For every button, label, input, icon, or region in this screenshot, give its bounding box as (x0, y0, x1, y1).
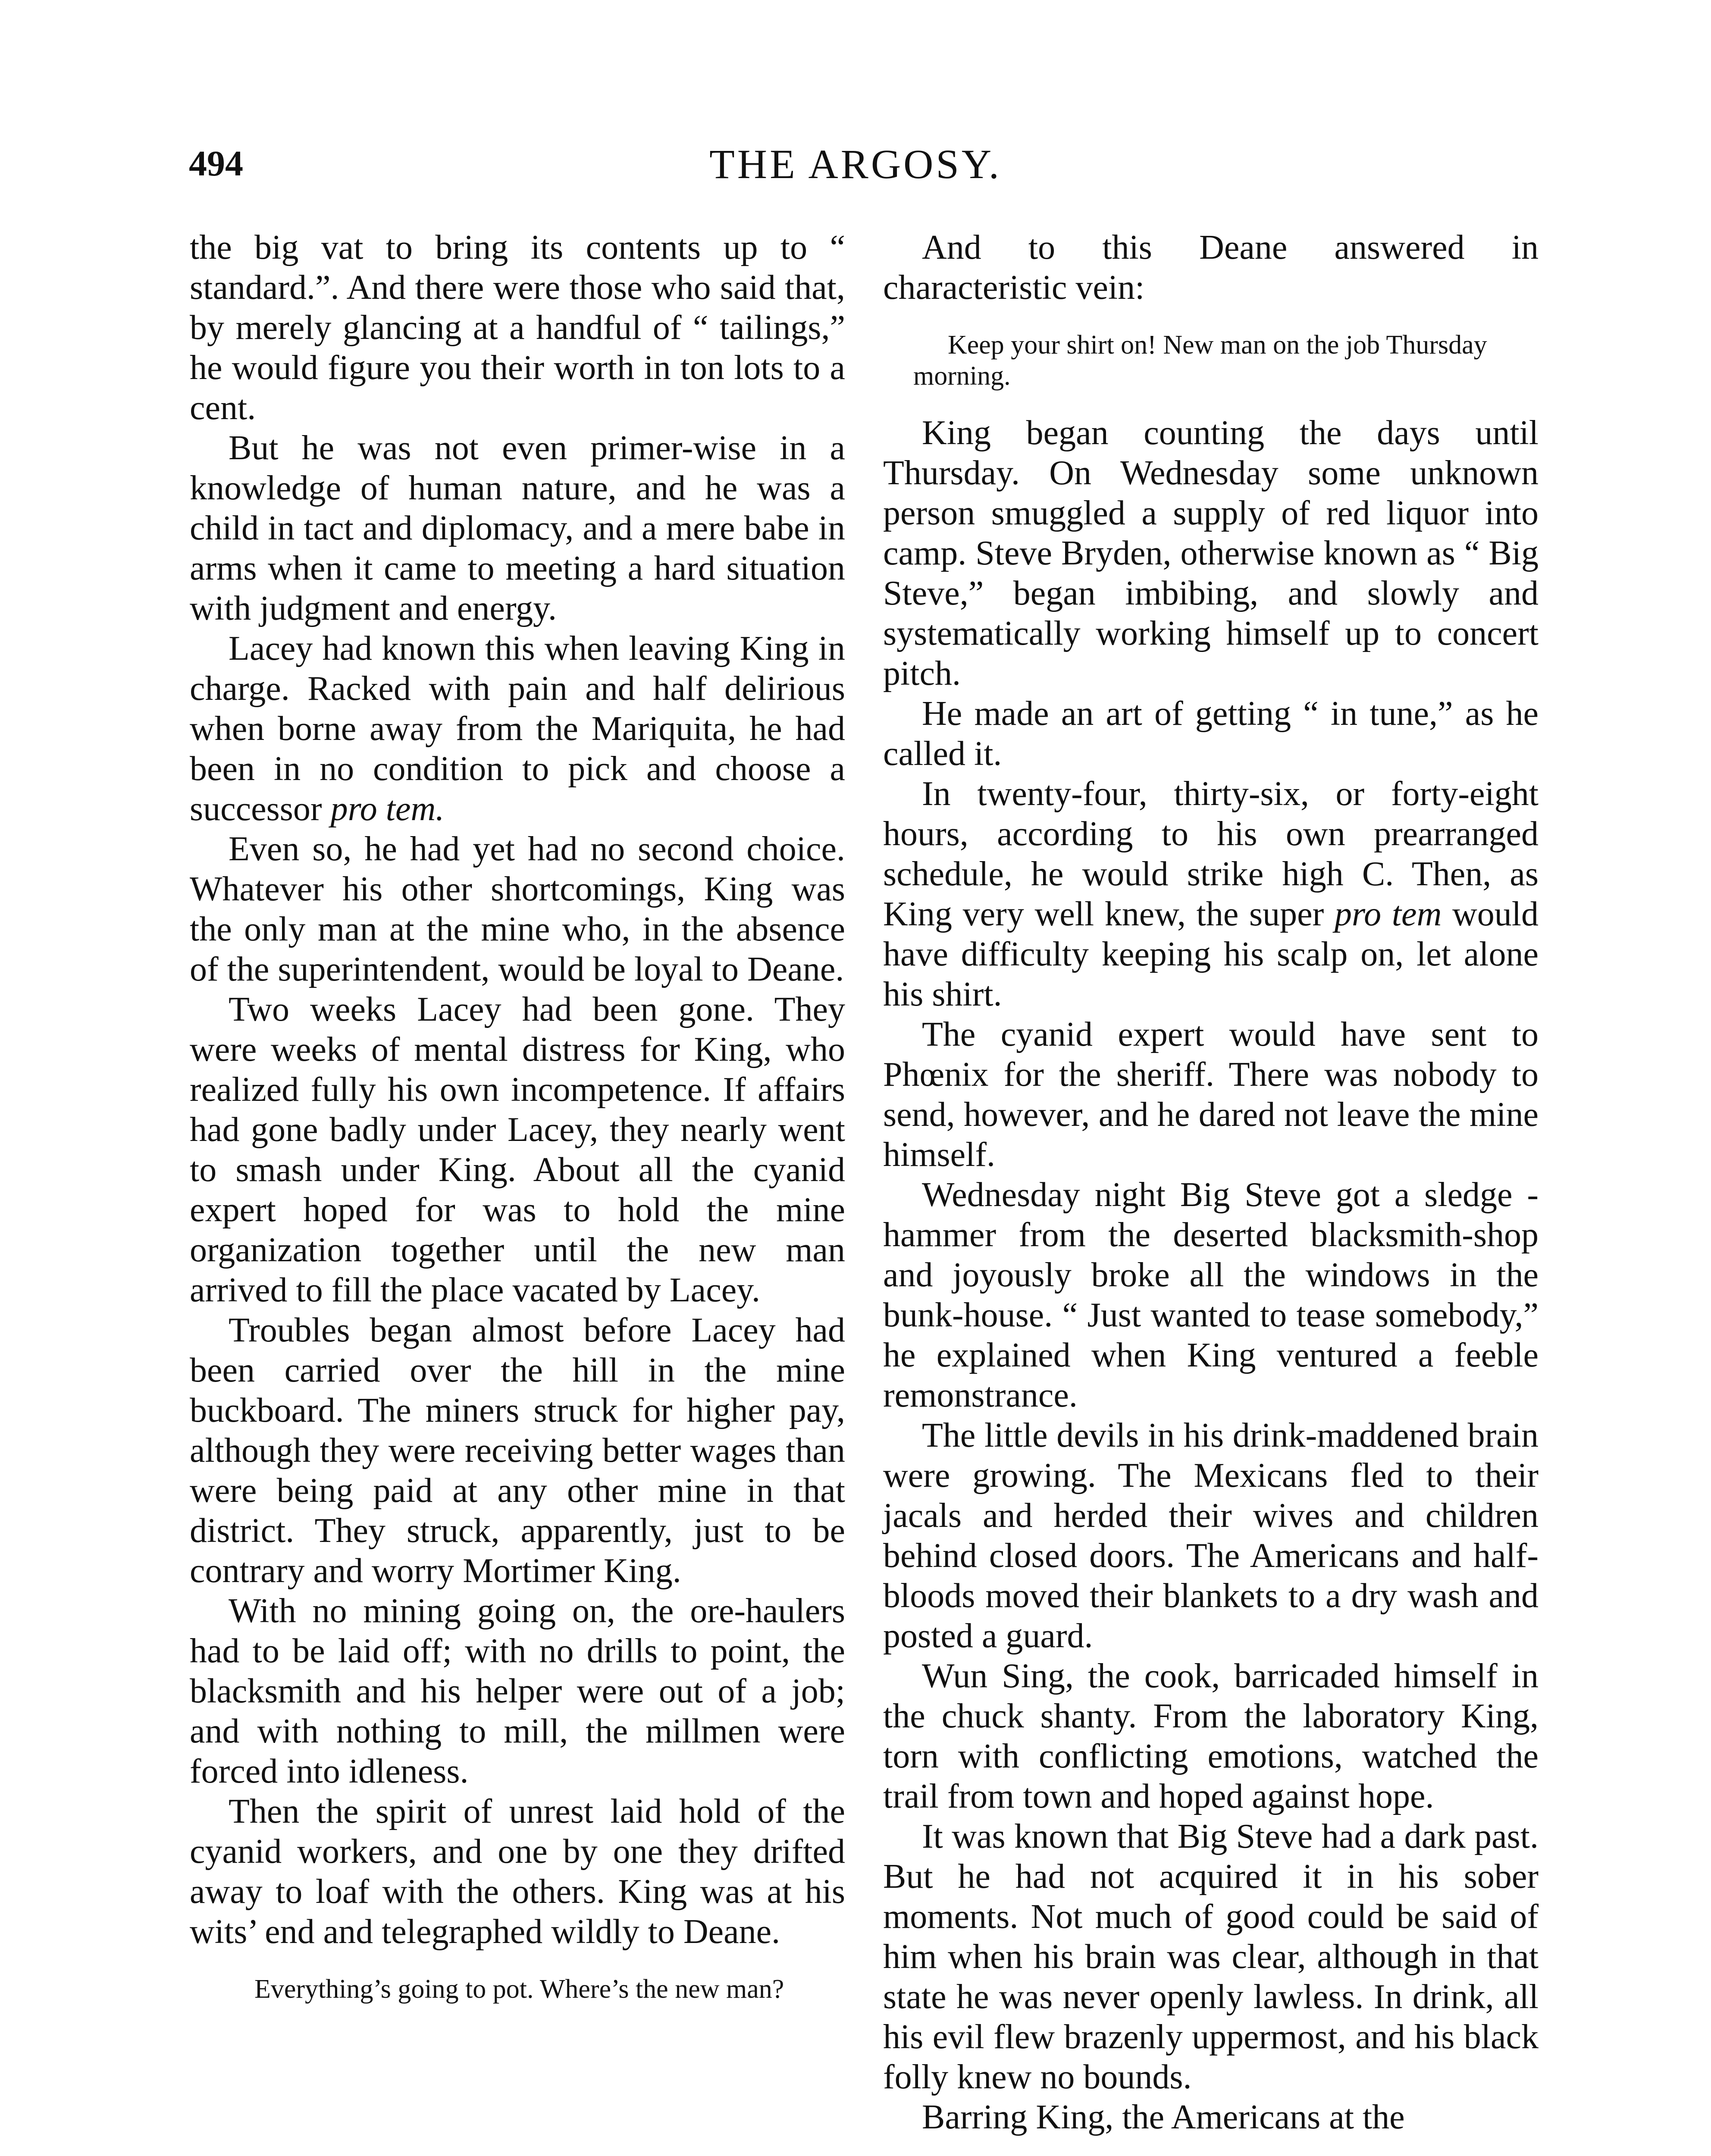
italic-text: pro tem. (330, 790, 445, 828)
paragraph: Wednesday night Big Steve got a sledge - hammer from the deserted blacksmith-shop and joyously broke all the windows in the bunk-house. “ Just wanted to tease somebody,” he explained when King ventured a feeble remonstrance. (883, 1176, 1539, 1414)
paragraph: Then the spirit of unrest laid hold of the cyanid workers, and one by one they drifted away to loaf with the others. King was at his wits’ end and telegraphed wildly to Deane. (190, 1792, 845, 1951)
running-title: THE ARGOSY. (709, 141, 1002, 187)
paragraph: The little devils in his drink-maddened brain were growing. The Mexicans fled to their jacals and herded their wives and children behind closed doors. The Americans and half-bloods moved their blankets to a dry wash and posted a guard. (883, 1416, 1539, 1655)
paragraph: King began counting the days until Thursday. On Wednesday some unknown person smuggled a supply of red liquor into camp. Steve Bryden, otherwise known as “ Big Steve,” began imbibing, and slowly and systematically working himself up to concert pitch. (883, 414, 1539, 693)
page-number: 494 (189, 144, 243, 184)
paragraph: Wun Sing, the cook, barricaded himself in the chuck shanty. From the laboratory King, torn with conflicting emotions, watched the trail from town and hoped against hope. (883, 1657, 1539, 1815)
paragraph: But he was not even primer-wise in a knowledge of human nature, and he was a child in tact and diplomacy, and a mere babe in arms when it came to meeting a hard situation with judgment and energy. (190, 429, 845, 627)
paragraph-text: Lacey had known this when leaving King in charge. Racked with pain and half delirious when borne away from the Mariquita, he had been in no condition to pick and choose a successor (190, 630, 845, 828)
paragraph: Two weeks Lacey had been gone. They were weeks of mental distress for King, who realized fully his own incompetence. If affairs had gone badly under Lacey, they nearly went to smash under King. About all the cyanid expert hoped for was to hold the mine organization together until the new man arrived to fill the place vacated by Lacey. (190, 990, 845, 1309)
paragraph: Even so, he had yet had no second choice. Whatever his other shortcomings, King was the only man at the mine who, in the absence of the superintendent, would be loyal to Deane. (190, 830, 845, 988)
right-column (883, 228, 1539, 2137)
paragraph: Troubles began almost before Lacey had been carried over the hill in the mine buckboard. The miners struck for higher pay, although they were receiving better wages than were being paid at any other mine in that district. They struck, apparently, just to be contrary and worry Mortimer King. (190, 1311, 845, 1590)
telegram-quote: Keep your shirt on! New man on the job Thursday morning. (913, 330, 1487, 391)
paragraph: With no mining going on, the ore-haulers had to be laid off; with no drills to point, the blacksmith and his helper were out of a job; and with nothing to mill, the millmen were forced into idleness. (190, 1592, 845, 1790)
paragraph: And to this Deane answered in characteristic vein: (883, 229, 1539, 307)
paragraph: He made an art of getting “ in tune,” as he called it. (883, 695, 1539, 773)
paragraph-text: In twenty-four, thirty-six, or forty-eight hours, according to his own prearranged schedule, he would strike high C. Then, as King very well knew, the super (883, 775, 1539, 933)
paragraph (883, 774, 1539, 1015)
left-column (190, 228, 845, 2026)
telegram-quote: Everything’s going to pot. Where’s the new man? (254, 1974, 784, 2004)
paragraph: It was known that Big Steve had a dark past. But he had not acquired it in his sober moments. Not much of good could be said of him when his brain was clear, although in that state he was never openly lawless. In drink, all his evil flew brazenly uppermost, and his black folly knew no bounds. (883, 1818, 1539, 2096)
paragraph-text: would have difficulty keeping his scalp on, let alone his shirt. (883, 895, 1539, 1013)
paragraph: The cyanid expert would have sent to Phœnix for the sheriff. There was nobody to send, however, and he dared not leave the mine himself. (883, 1015, 1539, 1174)
paragraph (190, 629, 845, 829)
paragraph: Barring King, the Americans at the (922, 2098, 1405, 2136)
paragraph: the big vat to bring its contents up to “ standard.”. And there were those who said that, by merely glancing at a handful of “ tailings,” he would figure you their worth in ton lots to a cent. (190, 229, 845, 427)
italic-text: pro tem (1335, 895, 1442, 933)
